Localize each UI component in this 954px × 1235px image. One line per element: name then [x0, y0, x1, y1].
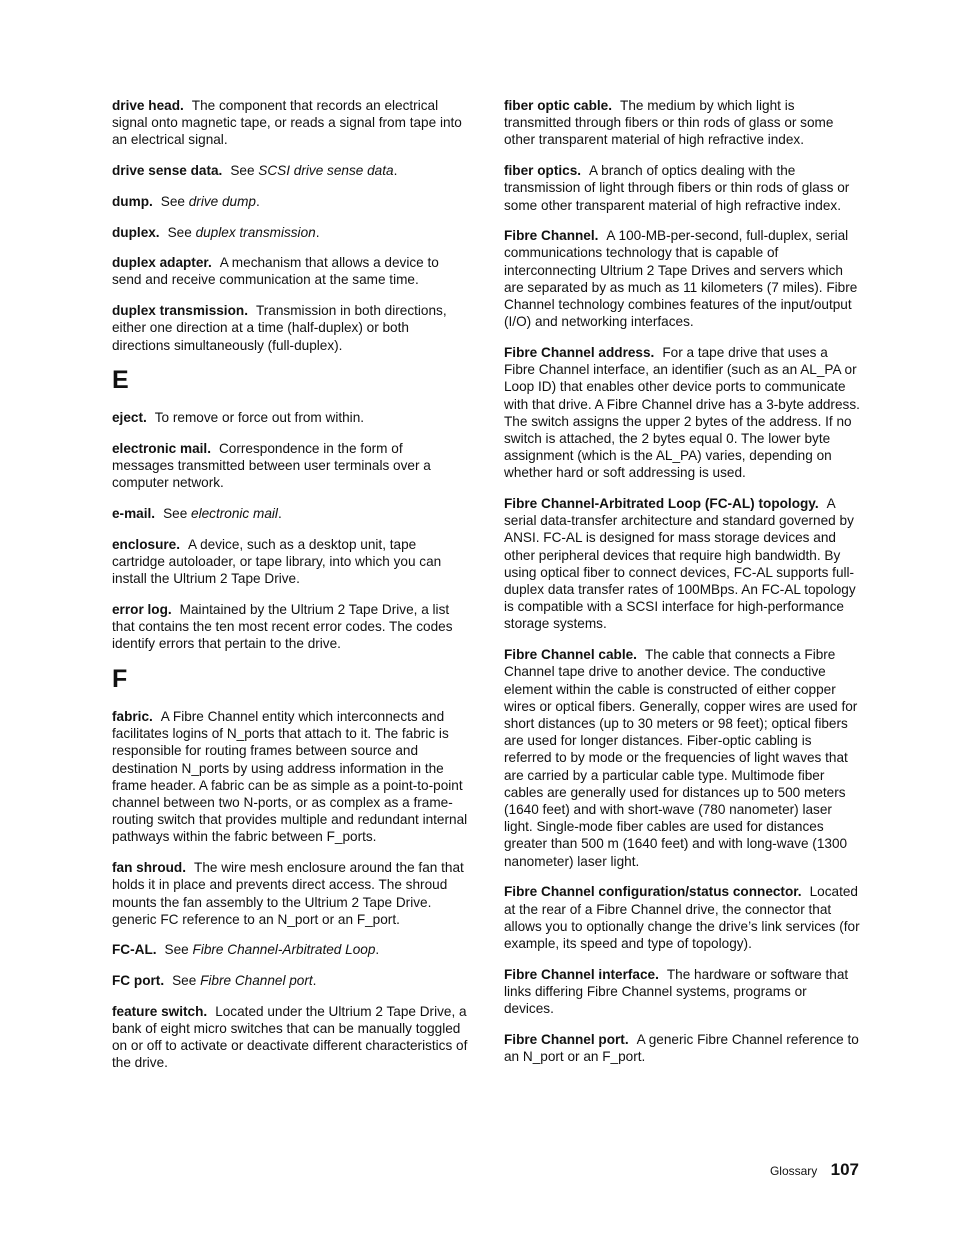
- glossary-entry: [112, 1003, 468, 1072]
- definition-text: A device, such as a desktop unit, tape cartridge autoloader, or tape library, into which you can install the Ultrium 2 Tape Drive.: [112, 536, 442, 587]
- definition-tail: .: [393, 163, 398, 179]
- definition-text: The cable that connects a Fibre Channel tape drive to another device. The conductive element within the cable is constructed of either copper wires or optical fibers. Generally, copper wires are used for short distances (up to 30 meters or 98 feet); optical fibers are used for longer distances. Fiber-optic cabling is referred to by mode or the frequencies of light waves that are carried by a particular cable type. Multimode fiber cables are generally used for distances up to 500 meters (1640 feet) and with short-wave (780 nanometer) laser light. Single-mode fiber cables are used for distances greater than 500 m (1640 feet) and with long-wave (1300 nanometer) laser light.: [504, 647, 858, 869]
- glossary-entry: [112, 409, 468, 426]
- definition-text: A 100-MB-per-second, full-duplex, serial communications technology that is capable of interconnecting Ultrium 2 Tape Drives and servers which are separated by as much as 11 kilometers (7 miles). Fibre Channel technology combines features of the input/output (I/O) and networking interfaces.: [504, 228, 858, 330]
- definition-text: Located under the Ultrium 2 Tape Drive, a bank of eight micro switches that can be manually toggled on or off to activate or deactivate different characteristics of the drive.: [112, 1003, 468, 1071]
- definition-text: A mechanism that allows a device to send and receive communication at the same time.: [112, 255, 439, 288]
- glossary-entry: [112, 224, 468, 241]
- glossary-term: drive head.: [112, 98, 184, 113]
- definition-text: The hardware or software that links differing Fibre Channel systems, programs or devices.: [504, 966, 849, 1017]
- glossary-entry: [112, 601, 468, 653]
- glossary-term: enclosure.: [112, 536, 180, 552]
- glossary-definition: [163, 506, 282, 521]
- definition-tail: .: [315, 224, 320, 240]
- glossary-entry: [504, 97, 860, 149]
- definition-text: Located at the rear of a Fibre Channel drive, the connector that allows you to optionally change the drive’s link services (for example, its speed and type of topology).: [504, 884, 860, 951]
- definition-text: See: [172, 973, 201, 989]
- glossary-entry: [112, 859, 468, 928]
- glossary-entry: [112, 941, 468, 958]
- glossary-term: e-mail.: [112, 506, 156, 522]
- glossary-term: fabric.: [112, 708, 153, 724]
- glossary-term: Fibre Channel.: [504, 228, 599, 244]
- glossary-term: duplex.: [112, 224, 160, 240]
- definition-text: The component that records an electrical signal onto magnetic tape, or reads a signal from tape into an electrical signal.: [112, 98, 462, 148]
- glossary-definition: [172, 973, 316, 988]
- glossary-term: Fibre Channel configuration/status connector.: [504, 884, 802, 900]
- definition-text: To remove or force out from within.: [154, 410, 365, 426]
- definition-text: A Fibre Channel entity which interconnects and facilitates logins of N_ports that attach to it. The fabric is responsible for routing frames between source and destination N_ports by using address information in the frame header. A fabric can be as simple as a point-to-point channel between two N-ports, or as complex as a frame-routing switch that provides multiple and redundant internal pathways within the fabric between F_ports.: [112, 708, 468, 845]
- glossary-entry: [112, 536, 468, 588]
- glossary-entry: [504, 344, 860, 482]
- glossary-term: drive sense data.: [112, 163, 223, 179]
- glossary-entry: [112, 708, 468, 846]
- glossary-entry: [112, 505, 468, 522]
- glossary-definition: [168, 225, 320, 240]
- definition-text: The wire mesh enclosure around the fan that holds it in place and prevents direct access. The shroud mounts the fan assembly to the Ultrium 2 Tape Drive. generic FC reference to an N_port or an F_port.: [112, 860, 464, 927]
- page-number: 107: [830, 1160, 859, 1179]
- glossary-term: error log.: [112, 601, 172, 617]
- glossary-entry: [112, 254, 468, 288]
- definition-text: Maintained by the Ultrium 2 Tape Drive, a list that contains the ten most recent error codes. The codes identify errors that pertain to the drive.: [112, 601, 453, 652]
- definition-text: See: [160, 193, 189, 209]
- glossary-term: Fibre Channel port.: [504, 1031, 629, 1047]
- definition-text: See: [230, 163, 259, 179]
- glossary-term: FC port.: [112, 973, 165, 989]
- right-column: [504, 97, 860, 1079]
- glossary-term: duplex transmission.: [112, 303, 248, 319]
- glossary-term: fiber optic cable.: [504, 98, 613, 113]
- glossary-definition: [155, 410, 364, 425]
- glossary-definition: [504, 647, 857, 868]
- cross-reference: electronic mail: [191, 506, 278, 522]
- footer-section-label: Glossary: [769, 1164, 818, 1178]
- glossary-definition: [230, 163, 397, 178]
- glossary-term: Fibre Channel cable.: [504, 647, 637, 663]
- definition-tail: .: [312, 973, 317, 989]
- glossary-entry: [504, 966, 860, 1018]
- glossary-entry: [504, 495, 860, 633]
- page-footer: [770, 1160, 859, 1180]
- glossary-entry: [112, 302, 468, 354]
- glossary-term: dump.: [112, 193, 153, 209]
- cross-reference: SCSI drive sense data: [258, 163, 394, 179]
- definition-text: A generic Fibre Channel reference to an N_port or an F_port.: [504, 1031, 859, 1064]
- left-column: [112, 97, 468, 1085]
- glossary-entry: [504, 1031, 860, 1065]
- definition-text: See: [167, 224, 196, 240]
- definition-text: See: [164, 942, 193, 958]
- definition-text: A serial data-transfer architecture and standard governed by ANSI. FC-AL is designed for mass storage devices and other peripheral devices that require high bandwidth. By using optical fiber to connect devices, FC-AL supports full-duplex data transfer rates of 100MBps. An FC-AL topology is compatible with a SCSI interface for high-performance storage systems.: [504, 496, 856, 632]
- glossary-term: duplex adapter.: [112, 255, 212, 271]
- definition-text: For a tape drive that uses a Fibre Channel interface, an identifier (such as an AL_PA or Loop ID) that enables other device ports to communicate with that drive. A Fibre Channel drive has a 3-byte address. The switch assigns the upper 2 bytes of the address. If no switch is attached, the 2 bytes equal 0. The lower byte assignment (which is the AL_PA) varies, depending on whether hard or soft addressing is used.: [504, 344, 860, 481]
- glossary-entry: [112, 162, 468, 179]
- definition-text: The medium by which light is transmitted through fibers or thin rods of glass or some other transparent material of high refractive index.: [504, 98, 834, 148]
- glossary-term: fan shroud.: [112, 860, 187, 876]
- cross-reference: Fibre Channel port: [200, 973, 313, 989]
- glossary-entry: [504, 646, 860, 870]
- glossary-definition: [165, 942, 380, 957]
- definition-tail: .: [277, 506, 282, 522]
- glossary-definition: [161, 194, 260, 209]
- glossary-entry: [112, 97, 468, 149]
- glossary-definition: [504, 345, 860, 480]
- definition-tail: .: [256, 193, 260, 209]
- glossary-entry: [504, 883, 860, 952]
- glossary-entry: [112, 440, 468, 492]
- glossary-entry: [112, 972, 468, 989]
- glossary-term: eject.: [112, 410, 147, 426]
- glossary-definition: [504, 228, 857, 329]
- definition-text: See: [163, 506, 192, 522]
- definition-tail: .: [375, 942, 380, 958]
- glossary-term: Fibre Channel interface.: [504, 966, 659, 982]
- glossary-term: Fibre Channel address.: [504, 344, 655, 360]
- section-letter: F: [112, 664, 128, 693]
- glossary-definition: [504, 496, 856, 631]
- glossary-entry: [504, 227, 860, 330]
- glossary-term: FC-AL.: [112, 942, 157, 958]
- glossary-term: Fibre Channel-Arbitrated Loop (FC-AL) topology.: [504, 496, 819, 512]
- definition-text: A branch of optics dealing with the transmission of light through fibers or thin rods of glass or some other transparent material of high refractive index.: [504, 163, 850, 213]
- cross-reference: Fibre Channel-Arbitrated Loop: [192, 942, 376, 958]
- glossary-term: electronic mail.: [112, 440, 211, 456]
- definition-text: Transmission in both directions, either one direction at a time (half-duplex) or both directions simultaneously (full-duplex).: [112, 303, 447, 353]
- section-letter: E: [112, 366, 129, 395]
- cross-reference: drive dump: [188, 193, 256, 209]
- cross-reference: duplex transmission: [195, 224, 316, 240]
- glossary-definition: [112, 709, 467, 844]
- glossary-term: fiber optics.: [504, 163, 582, 179]
- glossary-term: feature switch.: [112, 1003, 208, 1019]
- definition-text: Correspondence in the form of messages transmitted between user terminals over a computer network.: [112, 440, 431, 491]
- glossary-entry: [112, 193, 468, 210]
- glossary-entry: [504, 162, 860, 214]
